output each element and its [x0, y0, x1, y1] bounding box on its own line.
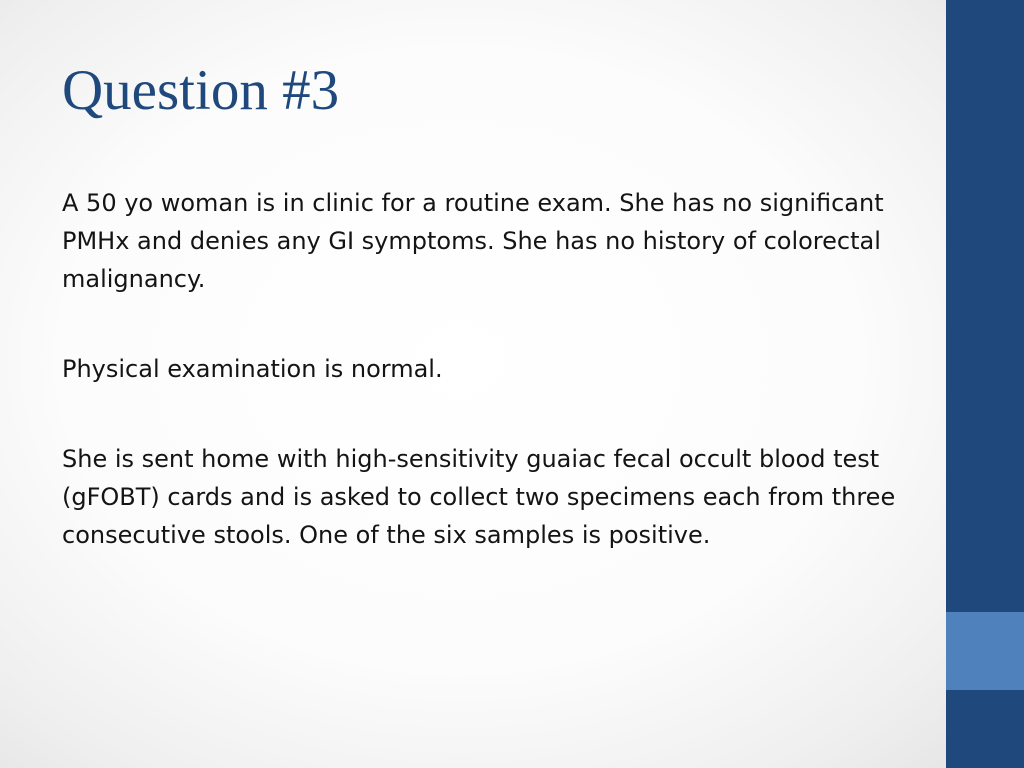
paragraph-case-history: A 50 yo woman is in clinic for a routine exam. She has no significant PMHx and denies any GI symptoms. She has no history of colorectal malignancy.	[62, 189, 884, 293]
paragraph-physical-exam: Physical examination is normal.	[62, 355, 443, 383]
decorative-sidebar-accent	[946, 612, 1024, 690]
paragraph-test-result: She is sent home with high-sensitivity guaiac fecal occult blood test (gFOBT) cards and is asked to collect two specimens each from three consecutive stools. One of the six samples is positive.	[62, 445, 896, 549]
slide-title: Question #3	[62, 59, 340, 122]
slide-body	[62, 184, 912, 606]
